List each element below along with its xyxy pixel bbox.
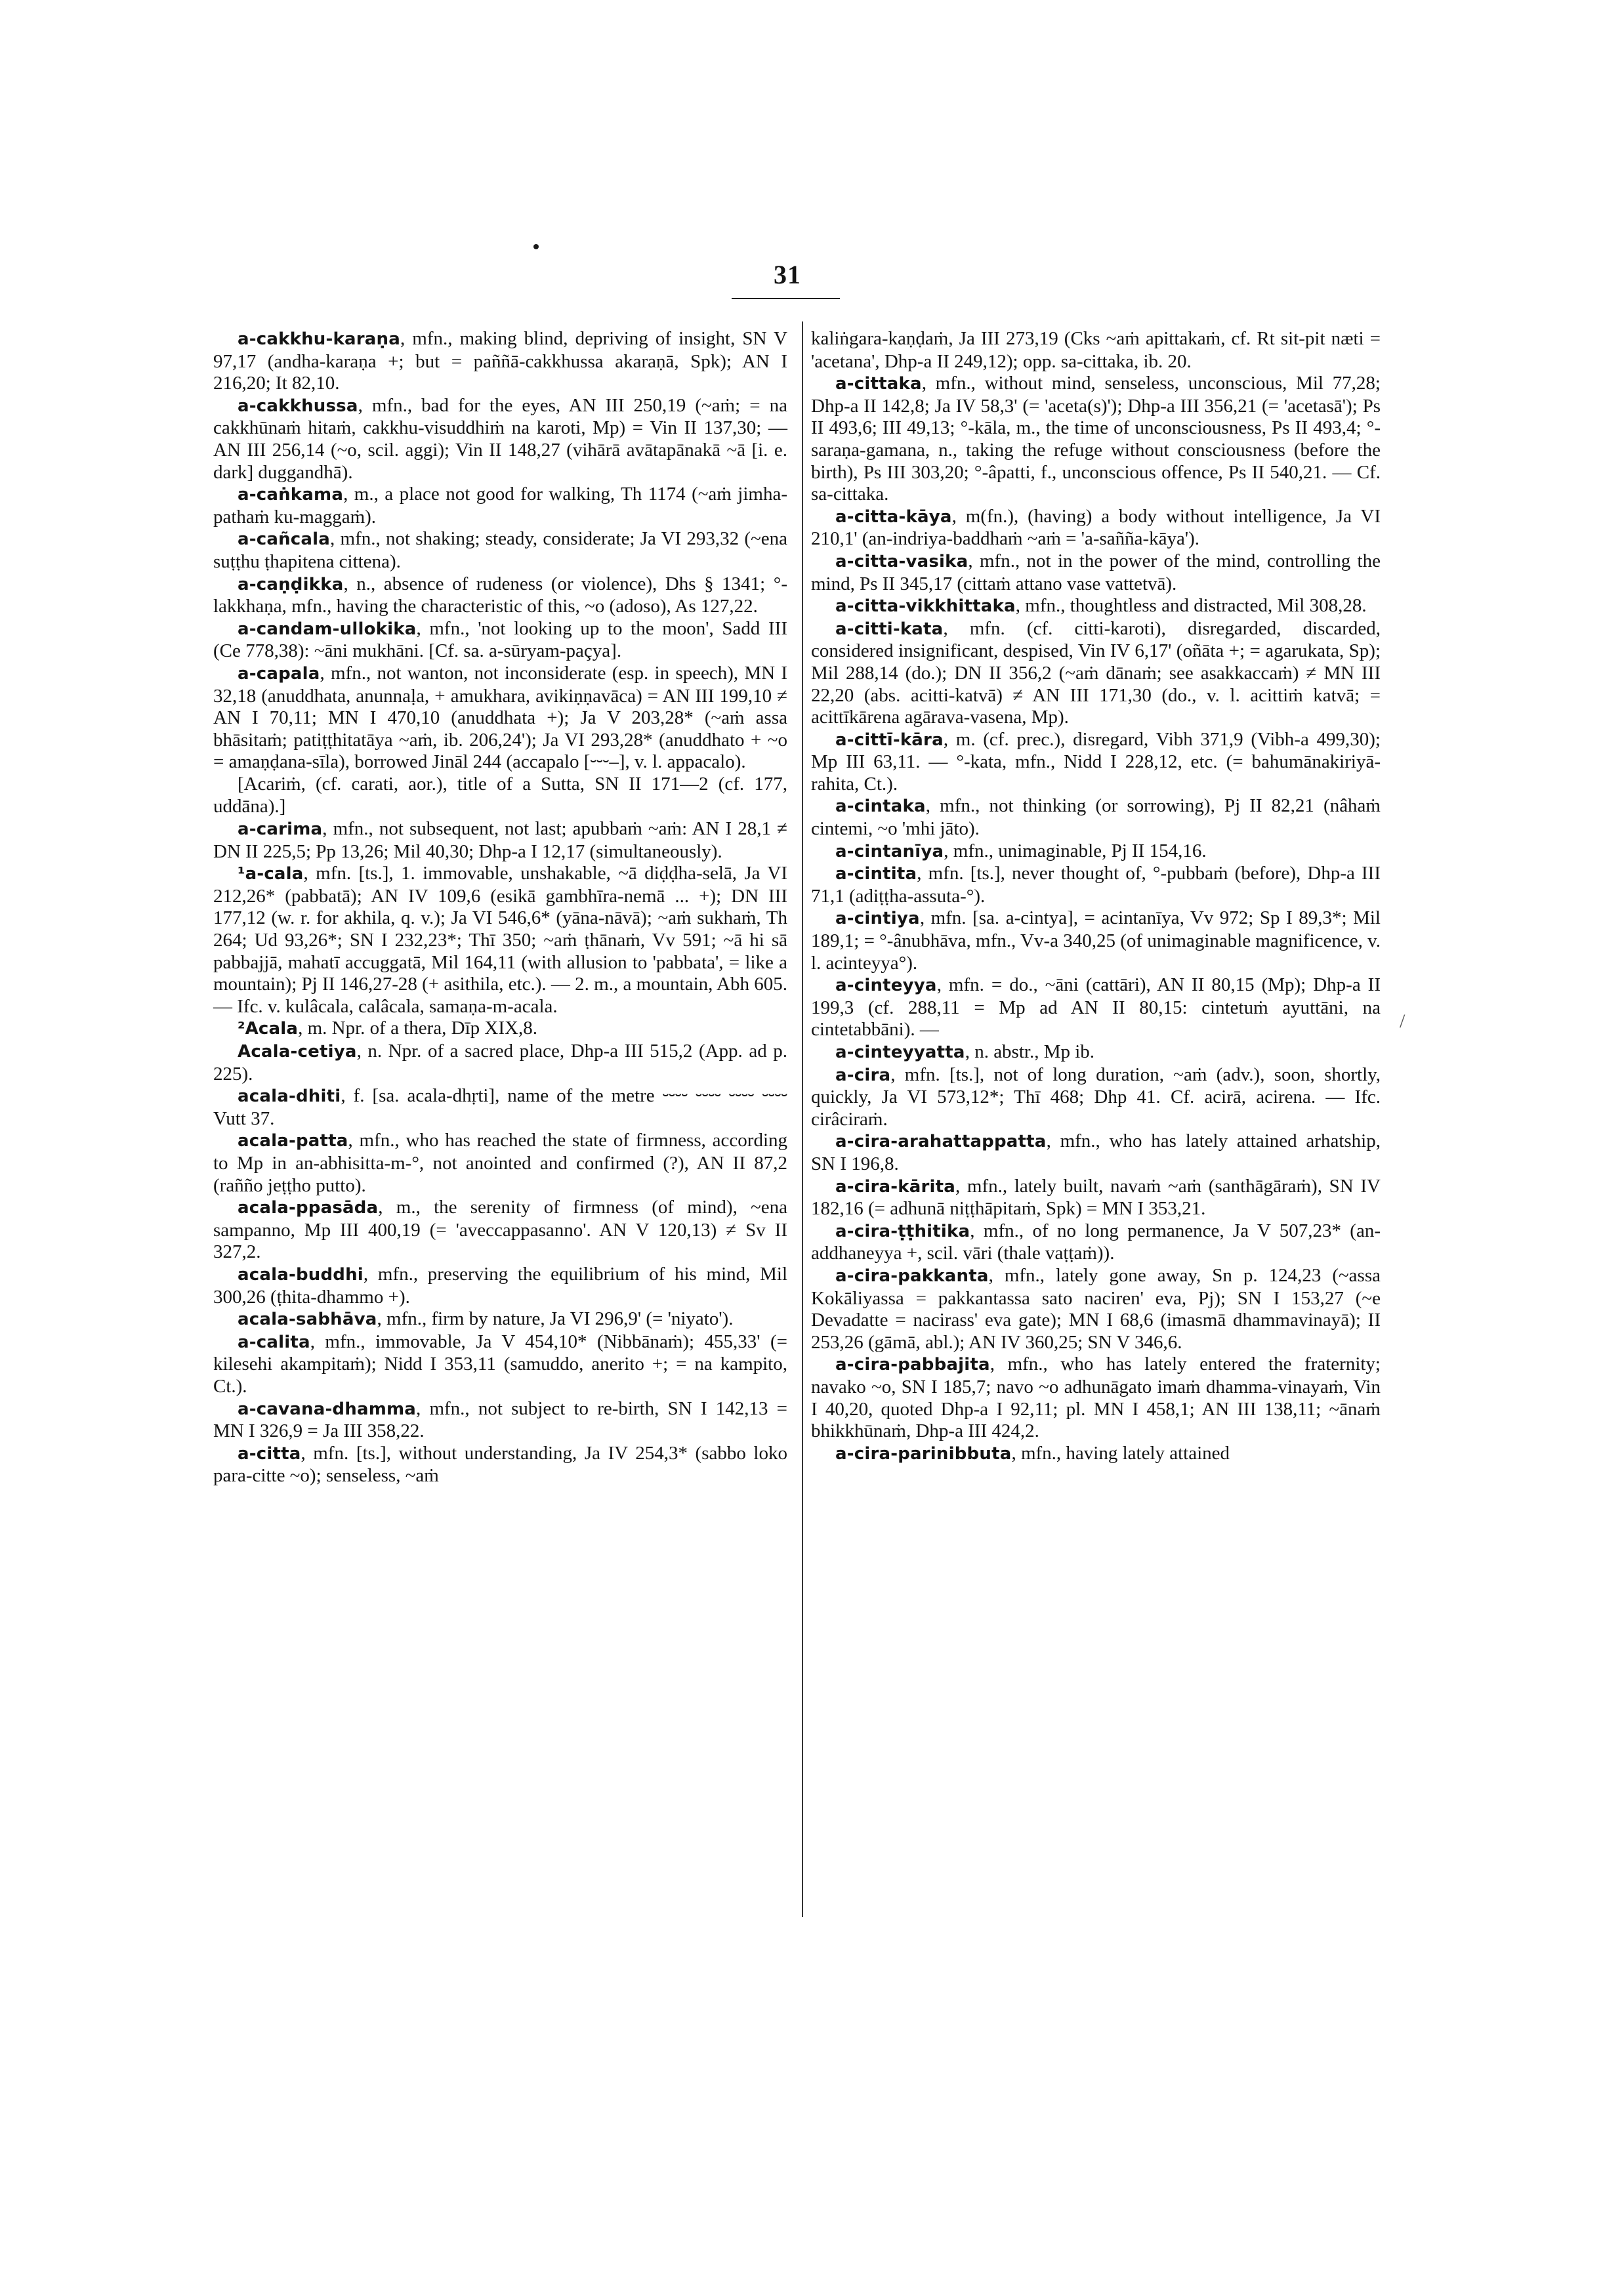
dictionary-entry (811, 907, 1381, 974)
left-column (213, 328, 787, 1487)
entry-body: , mfn., thoughtless and distracted, Mil 308,28. (1015, 595, 1367, 617)
entry-headword: a-cira-parinibbuta (835, 1443, 1012, 1464)
entry-headword: a-cittaka (835, 374, 922, 394)
entry-headword: a-cira-pabbajita (835, 1355, 990, 1375)
header-rule (732, 298, 840, 299)
dictionary-entry (213, 1308, 787, 1331)
dictionary-entry (213, 774, 787, 818)
dictionary-entry (811, 506, 1381, 550)
entry-body: , mfn., not shaking; steady, considerate; Ja VI 293,32 (~ena suṭṭhu ṭhapitena cittena). (213, 528, 787, 572)
entry-headword: a-citta (238, 1443, 301, 1464)
entry-headword: a-citta-kāya (835, 507, 952, 527)
dictionary-entry (811, 595, 1381, 618)
page-number: 31 (774, 260, 801, 289)
entry-body: , mfn. [ts.], without understanding, Ja IV 254,3* (sabbo loko para-citte ~o); senseless, ~aṁ (213, 1442, 787, 1487)
entry-headword: ¹a-cala (238, 864, 304, 884)
entry-body: , m. (cf. prec.), disregard, Vibh 371,9 (Vibh-a 499,30); Mp III 63,11. — °-kata, mfn., Nidd I 228,12, etc. (= bahumānakiriyā-rahita, Ct.). (811, 728, 1381, 795)
entry-headword: acala-patta (238, 1131, 348, 1151)
entry-body: , mfn., having lately attained (1011, 1442, 1230, 1464)
entry-body: , mfn. [ts.], never thought of, °-pubbaṁ (before), Dhp-a III 71,1 (adiṭṭha-assuta-°). (811, 863, 1381, 907)
entry-headword: a-cittī-kāra (835, 730, 944, 750)
entry-body: , mfn., not thinking (or sorrowing), Pj II 82,21 (nâhaṁ cintemi, ~o 'mhi jāto). (811, 795, 1381, 840)
entry-headword: a-caṅkama (238, 485, 344, 505)
entry-headword: a-cinteyya (835, 976, 937, 996)
entry-headword: acala-dhiti (238, 1086, 341, 1107)
entry-headword: acala-ppasāda (238, 1198, 379, 1218)
dictionary-entry (213, 1085, 787, 1130)
dictionary-entry (811, 729, 1381, 796)
dictionary-entry (811, 373, 1381, 506)
entry-body: , mfn. [ts.], not of long duration, ~aṁ (adv.), soon, shortly, quickly, Ja VI 573,12*; Thī 468; Dhp 41. Cf. acirā, acirena. — Ifc. cirâciraṁ. (811, 1064, 1381, 1130)
ink-dot (533, 244, 539, 249)
dictionary-entry (213, 1398, 787, 1443)
entry-headword: ²Acala (238, 1019, 299, 1039)
entry-body: , mfn., who has lately attained arhatship, SN I 196,8. (811, 1130, 1381, 1174)
dictionary-entry (811, 1443, 1381, 1466)
entry-headword: a-cintanīya (835, 841, 944, 861)
entry-headword: a-citti-kata (835, 619, 944, 639)
entry-headword: a-candam-ullokika (238, 619, 417, 639)
entry-body: , mfn., not subject to re-birth, SN I 142,13 = MN I 326,9 = Ja III 358,22. (213, 1397, 787, 1442)
entry-headword: a-citta-vasika (835, 551, 968, 571)
dictionary-entry (811, 1064, 1381, 1131)
margin-mark: / (1400, 1010, 1405, 1032)
entry-body: , mfn., preserving the equilibrium of his mind, Mil 300,26 (ṭhita-dhammo +). (213, 1263, 787, 1308)
dictionary-entry (213, 818, 787, 863)
dictionary-entry (811, 1176, 1381, 1220)
entry-headword: a-cakkhussa (238, 396, 358, 416)
entry-body: , mfn. [sa. a-cintya], = acintanīya, Vv 972; Sp I 89,3*; Mil 189,1; = °-ânubhāva, mfn., Vv-a 340,25 (of unimaginable magnificence, v. l. acinteyya°). (811, 907, 1381, 974)
entry-headword: a-cira (835, 1065, 891, 1085)
entry-headword: a-cintita (835, 864, 917, 884)
dictionary-entry (213, 395, 787, 484)
dictionary-entry (811, 795, 1381, 840)
dictionary-entry (811, 974, 1381, 1041)
entry-body: , m. Npr. of a thera, Dīp XIX,8. (298, 1018, 537, 1039)
entry-headword: a-cañcala (238, 529, 331, 550)
entry-body: , mfn., lately built, navaṁ ~aṁ (santhāgāraṁ), SN IV 182,16 (= adhunā niṭṭhāpitaṁ, Spk) = MN I 353,21. (811, 1175, 1381, 1220)
entry-headword: a-cira-kārita (835, 1176, 955, 1197)
dictionary-entry (213, 618, 787, 663)
entry-headword: a-cira-pakkanta (835, 1266, 989, 1286)
entry-headword: a-cakkhu-karaṇa (238, 329, 400, 349)
entry-body: , mfn., who has lately entered the fraternity; navako ~o, SN I 185,7; navo ~o adhunāgato imaṁ dhamma-vinayaṁ, Vin I 40,20, quoted Dhp-a I 92,11; pl. MN I 458,1; AN III 138,11; ~ānaṁ bhikkhūnaṁ, Dhp-a III 424,2. (811, 1354, 1381, 1442)
entry-body: , mfn., lately gone away, Sn p. 124,23 (~assa Kokāliyassa = pakkantassa sato naciren' eva, Pj); SN I 153,27 (~e Devadatte = nacirass' eva gate); MN I 68,6 (imasmā dhammavinayā); II 253,26 (gāmā, abl.); AN IV 360,25; SN V 346,6. (811, 1264, 1381, 1353)
dictionary-entry (213, 484, 787, 528)
entry-headword: a-cinteyyatta (835, 1043, 965, 1062)
entry-body: , mfn., firm by nature, Ja VI 296,9' (= 'niyato'). (377, 1308, 734, 1330)
entry-body: , n. abstr., Mp ib. (965, 1041, 1095, 1062)
dictionary-entry (213, 573, 787, 618)
dictionary-entry (213, 1443, 787, 1487)
entry-body: , mfn., immovable, Ja V 454,10* (Nibbānaṁ); 455,33' (= kilesehi akampitaṁ); Nidd I 353,11 (samuddo, anerito +; = na kampito, Ct.). (213, 1331, 787, 1397)
entry-body: , mfn., making blind, depriving of insight, SN V 97,17 (andha-karaṇa +; but = paññā-cakkhussa akaraṇā, Spk); AN I 216,20; It 82,10. (213, 328, 787, 394)
entry-body: , mfn. [ts.], 1. immovable, unshakable, ~ā diḍḍha-selā, Ja VI 212,26* (pabbatā); AN IV 109,6 (esikā gambhīra-nemā ... +); DN III 177,12 (w. r. for akhila, q. v.); Ja VI 546,6* (yāna-nāvā); ~aṁ sukhaṁ, Th 264; Ud 93,26*; SN I 232,23*; Thī 350; ~aṁ ṭhānaṁ, Vv 591; ~ā hi sā pabbajjā, mahatī accuggatā, Mil 164,11 (with allusion to 'pabbata', = like a mountain); Pj II 146,27-28 (+ asithila, etc.). — 2. m., a mountain, Abh 605. — Ifc. v. kulâcala, calâcala, samaṇa-m-acala. (213, 863, 787, 1017)
dictionary-entry (213, 1018, 787, 1041)
entry-body: [Acariṁ, (cf. carati, aor.), title of a Sutta, SN II 171—2 (cf. 177, uddāna).] (213, 773, 787, 817)
dictionary-entry (811, 1220, 1381, 1265)
dictionary-entry (213, 1331, 787, 1398)
entry-headword: a-caṇḍikka (238, 574, 344, 594)
dictionary-entry (213, 328, 787, 395)
dictionary-entry (213, 528, 787, 573)
entry-headword: a-capala (238, 663, 320, 684)
entry-headword: acala-sabhāva (238, 1310, 377, 1330)
dictionary-entry-continued (811, 328, 1381, 373)
entry-body: , mfn., who has reached the state of firmness, according to Mp in an-abhisitta-m-°, not anointed and confirmed (?), AN II 87,2 (rañño jeṭṭho putto). (213, 1130, 787, 1196)
entry-headword: a-cintaka (835, 796, 926, 817)
dictionary-entry (811, 840, 1381, 863)
entry-body: , n., absence of rudeness (or violence), Dhs § 1341; °-lakkhaṇa, mfn., having the characteristic of this, ~o (adoso), As 127,22. (213, 573, 787, 617)
entry-headword: Acala-cetiya (238, 1042, 357, 1062)
dictionary-entry (811, 1354, 1381, 1442)
dictionary-entry (811, 1041, 1381, 1064)
entry-headword: a-cira-ṭṭhitika (835, 1221, 970, 1241)
entry-body: kaliṅgara-kaṇḍaṁ, Ja III 273,19 (Cks ~aṁ apittakaṁ, cf. Rt sit-pit næti = 'acetana', Dhp-a II 249,12); opp. sa-cittaka, ib. 20. (811, 328, 1381, 372)
entry-headword: a-cintiya (835, 909, 920, 929)
entry-body: , mfn., unimaginable, Pj II 154,16. (944, 840, 1207, 861)
column-divider (802, 321, 803, 1917)
dictionary-entry (811, 1130, 1381, 1175)
entry-headword: a-calita (238, 1332, 310, 1352)
entry-body: , m., the serenity of firmness (of mind), ~ena sampanno, Mp III 400,19 (= 'aveccappasanno'. AN V 120,13) ≠ Sv II 327,2. (213, 1197, 787, 1263)
entry-body: , mfn., not wanton, not inconsiderate (esp. in speech), MN I 32,18 (anuddhata, anunnaḷa, + amukhara, avikiṇṇavāca) = AN III 199,10 ≠ AN I 70,11; MN I 470,10 (anuddhata +); Ja V 203,28* (~aṁ assa bhāsitaṁ; patiṭṭhitatāya ~aṁ, ib. 206,24'); Ja VI 293,28* (anuddhato + ~o = amaṇḍana-sīla), borrowed Jināl 244 (accapalo [⏑⏑⏑–], v. l. appacalo). (213, 662, 787, 773)
entry-body: , mfn., 'not looking up to the moon', Sadd III (Ce 778,38): ~āni mukhāni. [Cf. sa. a-sūryam-paçya]. (213, 617, 787, 662)
dictionary-entry (811, 618, 1381, 729)
entry-body: , mfn., without mind, senseless, unconscious, Mil 77,28; Dhp-a II 142,8; Ja IV 58,3' (= 'aceta(s)'); Dhp-a III 356,21 (= 'acetasā'); Ps II 493,6; III 49,13; °-kāla, m., the time of unconsciousness, Ps II 493,4; °-saraṇa-gamana, n., taking the refuge without consciousness (before the birth), Ps III 303,20; °-âpatti, f., unconscious offence, Ps II 540,21. — Cf. sa-cittaka. (811, 373, 1381, 505)
dictionary-entry (811, 863, 1381, 907)
right-column (811, 328, 1381, 1465)
dictionary-entry (213, 1130, 787, 1197)
entry-body: , mfn., of no long permanence, Ja V 507,23* (an-addhaneyya +, scil. vāri (thale vaṭṭaṁ)). (811, 1220, 1381, 1264)
entry-body: , mfn. (cf. citti-karoti), disregarded, discarded, considered insignificant, despised, Vin IV 6,17' (oñāta +; = agarukata, Sp); Mil 288,14 (do.); DN II 356,2 (~aṁ dānaṁ; see asakkaccaṁ) ≠ MN III 22,20 (abs. acitti-katvā) ≠ AN III 171,30 (do., v. l. acittiṁ katvā; = acittīkārena agārava-vasena, Mp). (811, 617, 1381, 728)
dictionary-entry (213, 1041, 787, 1085)
entry-body: , m., a place not good for walking, Th 1174 (~aṁ jimha-pathaṁ ku-maggaṁ). (213, 484, 787, 527)
entry-body: , m(fn.), (having) a body without intelligence, Ja VI 210,1' (an-indriya-baddhaṁ ~aṁ = 'a-sañña-kāya'). (811, 505, 1381, 550)
entry-body: , n. Npr. of a sacred place, Dhp-a III 515,2 (App. ad p. 225). (213, 1041, 787, 1085)
entry-headword: a-cavana-dhamma (238, 1399, 417, 1419)
entry-headword: a-citta-vikkhittaka (835, 596, 1016, 617)
entry-headword: acala-buddhi (238, 1264, 364, 1285)
dictionary-entry (213, 663, 787, 774)
dictionary-entry (213, 1264, 787, 1308)
dictionary-entry (811, 1265, 1381, 1354)
dictionary-entry (811, 550, 1381, 595)
entry-body: , mfn., not in the power of the mind, controlling the mind, Ps II 345,17 (cittaṁ attano vase vattetvā). (811, 550, 1381, 594)
entry-headword: a-carima (238, 819, 323, 840)
entry-body: , mfn., not subsequent, not last; apubbaṁ ~aṁ: AN I 28,1 ≠ DN II 225,5; Pp 13,26; Mil 40,30; Dhp-a I 12,17 (simultaneously). (213, 818, 787, 862)
entry-body: , f. [sa. acala-dhṛti], name of the metre ⏑⏑⏑⏑ ⏑⏑⏑⏑ ⏑⏑⏑⏑ ⏑⏑⏑⏑ Vutt 37. (213, 1085, 787, 1129)
entry-headword: a-cira-arahattappatta (835, 1132, 1047, 1152)
entry-body: , mfn., bad for the eyes, AN III 250,19 (~aṁ; = na cakkhūnaṁ hitaṁ, cakkhu-visuddhiṁ na karoti, Mp) = Vin II 137,30; — AN III 256,14 (~o, scil. aggi); Vin II 148,27 (vihārā avātapānakā ~ā [i. e. dark] duggandhā). (213, 394, 787, 483)
dictionary-entry (213, 1197, 787, 1264)
entry-body: , mfn. = do., ~āni (cattāri), AN II 80,15 (Mp); Dhp-a II 199,3 (cf. 288,11 = Mp ad AN II 80,15: cintetuṁ ayuttāni, na cintetabbāni). — (811, 974, 1381, 1041)
dictionary-entry (213, 863, 787, 1018)
